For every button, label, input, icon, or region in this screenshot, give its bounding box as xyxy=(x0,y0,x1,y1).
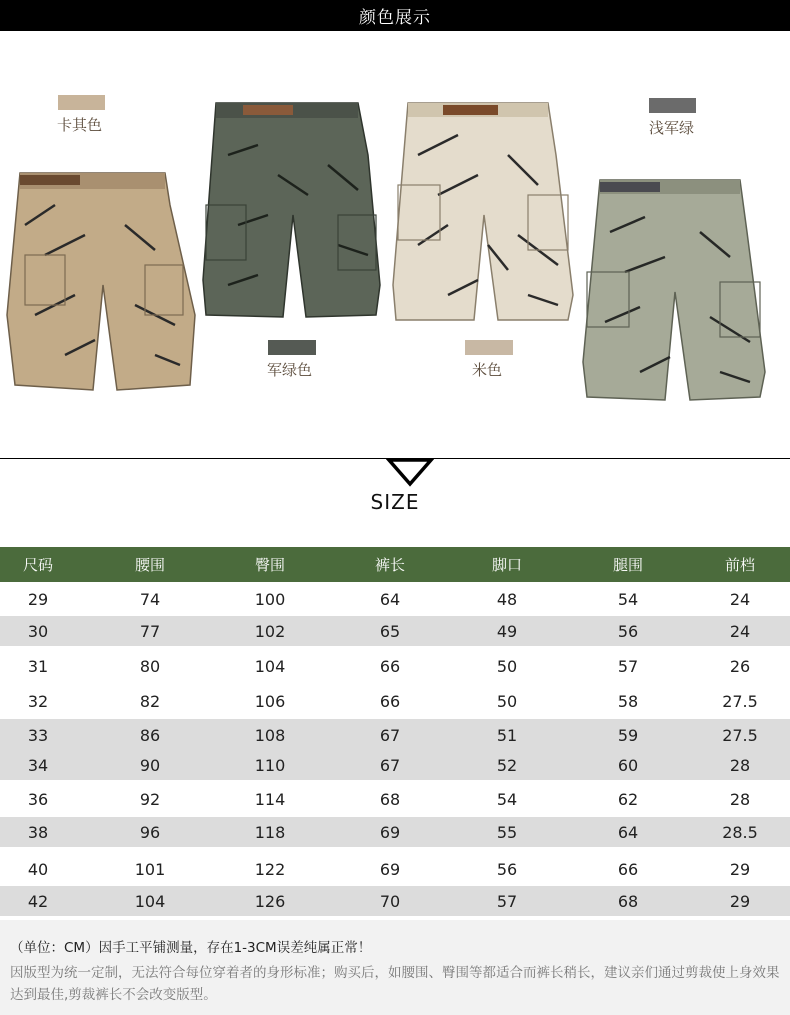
table-cell: 42 xyxy=(27,891,49,911)
note-tailoring: 因版型为统一定制，无法符合每位穿着者的身形标准；购买后，如腰围、臀围等都适合而裤长稍长，建议亲们通过剪裁使上身效果达到最佳,剪裁裤长不会改变版型。 xyxy=(10,965,780,1003)
header-hip: 臀围 xyxy=(254,556,285,574)
table-cell: 59 xyxy=(617,725,639,745)
table-row xyxy=(0,886,790,916)
header-length: 裤长 xyxy=(374,556,405,574)
table-cell: 52 xyxy=(496,756,518,775)
table-cell: 114 xyxy=(254,790,286,809)
table-cell: 86 xyxy=(139,725,161,745)
light-army-green-shorts-image xyxy=(575,172,790,412)
table-cell: 31 xyxy=(27,657,49,676)
table-cell: 118 xyxy=(254,822,286,842)
swatch-beige xyxy=(465,340,513,355)
table-cell: 68 xyxy=(617,891,639,911)
table-cell: 56 xyxy=(617,621,639,641)
table-cell: 48 xyxy=(496,590,518,609)
table-cell: 28 xyxy=(729,756,751,775)
swatch-army-green xyxy=(268,340,316,355)
table-cell: 36 xyxy=(27,790,49,809)
swatch-label-beige: 米色 xyxy=(472,361,503,379)
khaki-shorts-image xyxy=(5,165,205,410)
table-cell: 66 xyxy=(379,657,401,676)
table-cell: 24 xyxy=(729,621,751,641)
beige-shorts-image xyxy=(388,95,588,335)
table-cell: 56 xyxy=(496,859,518,879)
table-cell: 108 xyxy=(254,725,286,745)
table-cell: 26 xyxy=(729,657,751,676)
table-row xyxy=(0,817,790,847)
table-cell: 50 xyxy=(496,692,518,711)
table-cell: 66 xyxy=(379,692,401,711)
swatch-label-army-green: 军绿色 xyxy=(267,361,313,379)
table-cell: 58 xyxy=(617,692,639,711)
table-cell: 67 xyxy=(379,725,401,745)
swatch-khaki xyxy=(58,95,105,110)
table-cell: 66 xyxy=(617,859,639,879)
table-cell: 92 xyxy=(139,790,161,809)
table-cell: 126 xyxy=(254,891,286,911)
swatch-label-khaki: 卡其色 xyxy=(57,116,103,134)
table-cell: 55 xyxy=(496,822,518,842)
table-cell: 33 xyxy=(27,725,49,745)
table-cell: 60 xyxy=(617,756,639,775)
table-cell: 28.5 xyxy=(722,822,758,842)
table-cell: 64 xyxy=(379,590,401,609)
army-green-shorts-image xyxy=(198,95,388,330)
table-row xyxy=(0,650,790,683)
table-cell: 57 xyxy=(496,891,518,911)
table-cell: 110 xyxy=(254,756,286,775)
table-cell: 54 xyxy=(496,790,518,809)
size-table-header xyxy=(0,547,790,582)
down-triangle-icon xyxy=(386,458,434,488)
table-cell: 32 xyxy=(27,692,49,711)
table-cell: 27.5 xyxy=(722,692,758,711)
table-cell: 24 xyxy=(729,590,751,609)
header-waist: 腰围 xyxy=(134,556,165,574)
table-cell: 29 xyxy=(27,590,49,609)
header-hem: 脚口 xyxy=(491,556,522,574)
color-display-header xyxy=(0,0,790,31)
table-cell: 28 xyxy=(729,790,751,809)
table-cell: 69 xyxy=(379,822,401,842)
table-cell: 49 xyxy=(496,621,518,641)
table-cell: 100 xyxy=(254,590,286,609)
table-row xyxy=(0,783,790,816)
table-cell: 74 xyxy=(139,590,161,609)
table-cell: 82 xyxy=(139,692,161,711)
header-thigh: 腿围 xyxy=(612,556,643,574)
table-cell: 38 xyxy=(27,822,49,842)
size-title: SIZE xyxy=(370,490,420,514)
table-row xyxy=(0,751,790,780)
table-cell: 80 xyxy=(139,657,161,676)
table-cell: 69 xyxy=(379,859,401,879)
table-row xyxy=(0,852,790,886)
swatch-light-army-green xyxy=(649,98,696,113)
header-front-rise: 前档 xyxy=(724,556,755,574)
table-cell: 70 xyxy=(379,891,401,911)
table-cell: 57 xyxy=(617,657,639,676)
note-measurement: （单位：CM）因手工平铺测量，存在1-3CM误差纯属正常！ xyxy=(10,940,372,956)
table-cell: 104 xyxy=(254,657,286,676)
table-cell: 29 xyxy=(729,859,751,879)
table-cell: 64 xyxy=(617,822,639,842)
table-cell: 96 xyxy=(139,822,161,842)
table-cell: 101 xyxy=(134,859,166,879)
table-cell: 34 xyxy=(27,756,49,775)
table-cell: 54 xyxy=(617,590,639,609)
table-cell: 51 xyxy=(496,725,518,745)
table-cell: 106 xyxy=(254,692,286,711)
table-cell: 62 xyxy=(617,790,639,809)
table-cell: 68 xyxy=(379,790,401,809)
table-cell: 90 xyxy=(139,756,161,775)
table-row xyxy=(0,616,790,646)
table-cell: 77 xyxy=(139,621,161,641)
table-cell: 40 xyxy=(27,859,49,879)
header-size: 尺码 xyxy=(22,556,53,574)
table-row xyxy=(0,685,790,718)
table-row xyxy=(0,583,790,616)
table-cell: 30 xyxy=(27,621,49,641)
table-cell: 29 xyxy=(729,891,751,911)
table-cell: 27.5 xyxy=(722,725,758,745)
table-row xyxy=(0,719,790,751)
table-cell: 102 xyxy=(254,621,286,641)
table-cell: 104 xyxy=(134,891,166,911)
table-cell: 67 xyxy=(379,756,401,775)
table-cell: 50 xyxy=(496,657,518,676)
table-cell: 65 xyxy=(379,621,401,641)
table-cell: 122 xyxy=(254,859,286,879)
header-title: 颜色展示 xyxy=(359,8,431,28)
swatch-label-light-army-green: 浅军绿 xyxy=(649,119,695,137)
